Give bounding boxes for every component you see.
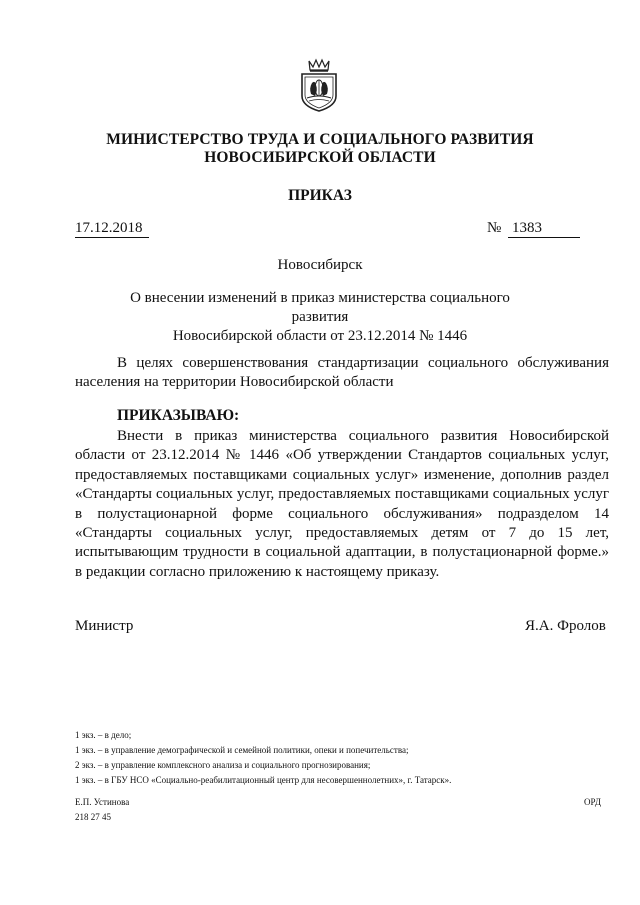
order-date: 17.12.2018 <box>75 220 149 238</box>
order-subject <box>100 289 540 346</box>
executor-name: Е.П. Устинова <box>75 797 130 807</box>
ministry-name <box>60 131 580 167</box>
ministry-line-1: МИНИСТЕРСТВО ТРУДА И СОЦИАЛЬНОГО РАЗВИТИЯ <box>106 131 534 148</box>
distribution-list <box>75 728 451 788</box>
distribution-item: 1 экз. – в управление демографической и семейной политики, опеки и попечительства; <box>75 745 409 755</box>
executor-phone: 218 27 45 <box>75 812 111 822</box>
ministry-line-2: НОВОСИБИРСКОЙ ОБЛАСТИ <box>204 149 436 166</box>
distribution-item: 2 экз. – в управление комплексного анализа и социального прогнозирования; <box>75 760 371 770</box>
document-type-title: ПРИКАЗ <box>288 187 352 204</box>
distribution-item: 1 экз. – в ГБУ НСО «Социально-реабилитационный центр для несовершеннолетних», г. Татарск». <box>75 775 452 785</box>
coat-of-arms-icon <box>296 58 342 112</box>
order-number: 1383 <box>508 220 580 238</box>
signatory-name: Я.А. Фролов <box>525 618 606 634</box>
distribution-item: 1 экз. – в дело; <box>75 730 132 740</box>
city-name: Новосибирск <box>277 257 363 273</box>
subject-line-1: О внесении изменений в приказ министерства социального развития <box>130 290 510 325</box>
subject-line-2: Новосибирской области от 23.12.2014 № 1446 <box>172 328 468 344</box>
order-keyword: ПРИКАЗЫВАЮ: <box>117 407 240 424</box>
signatory-position: Министр <box>75 618 134 634</box>
department-code: ОРД <box>584 797 601 807</box>
preamble-paragraph: В целях совершенствования стандартизации социального обслуживания населения на территории Новосибирской области <box>75 355 609 391</box>
order-number-label: № <box>487 220 502 236</box>
order-paragraph: Внести в приказ министерства социального развития Новосибирской области от 23.12.2014 № 1446 «Об утверждении Стандартов социальных услуг, предоставляемых поставщиками социальных услуг» изменение, дополнив раздел «Стандарты социальных услуг, предоставляемых поставщиками социальных услуг в полустационарной форме социального обслуживания» подразделом 14 «Стандарты социальных услуг, предоставляемых детям от 7 до 15 лет, испытывающим трудности в социальной адаптации, в полустационарной форме.» в редакции согласно приложению к настоящему приказу. <box>75 428 609 580</box>
